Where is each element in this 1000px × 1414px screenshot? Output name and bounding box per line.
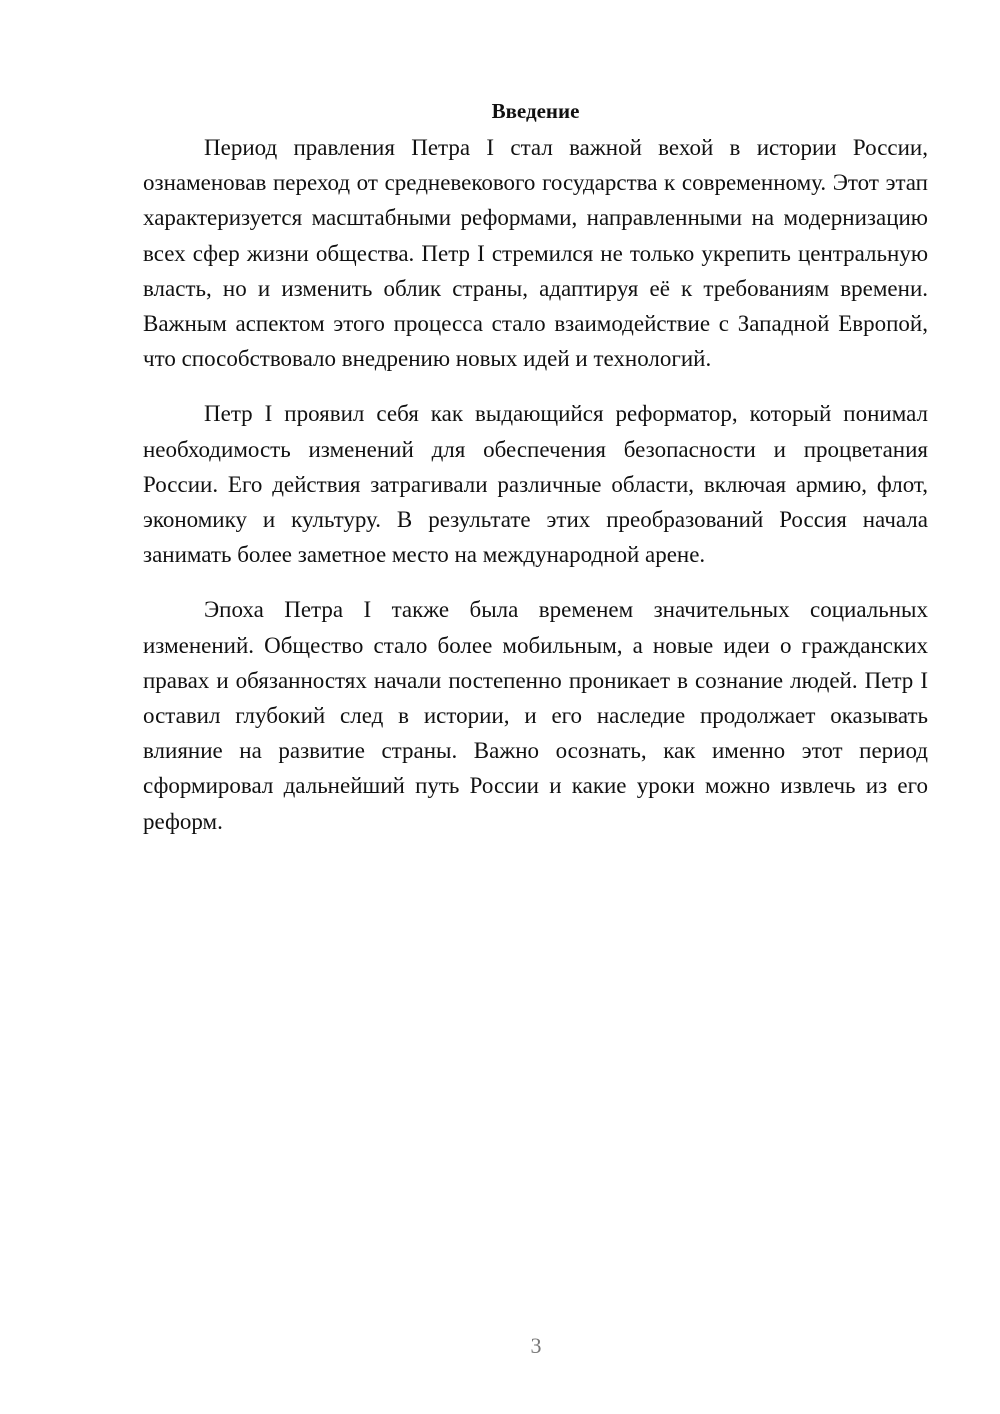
page-number: 3 [530,1333,542,1358]
page-content [143,94,928,859]
paragraph-1: Период правления Петра I стал важной вехой в истории России, ознаменовав переход от средневекового государства к современному. Этот этап характеризуется масштабными реформами, направленными на модернизацию всех сфер жизни общества. Петр I стремился не только укрепить центральную власть, но и изменить облик страны, адаптируя её к требованиям времени. Важным аспектом этого процесса стало взаимодействие с Западной Европой, что способствовало внедрению новых идей и технологий. [143,135,928,372]
paragraph-3: Эпоха Петра I также была временем значительных социальных изменений. Общество стало более мобильным, а новые идеи о гражданских правах и обязанностях начали постепенно проникает в сознание людей. Петр I оставил глубокий след в истории, и его наследие продолжает оказывать влияние на развитие страны. Важно осознать, как именно этот период сформировал дальнейший путь России и какие уроки можно извлечь из его реформ. [143,597,928,834]
section-heading: Введение [491,99,580,123]
paragraph-2: Петр I проявил себя как выдающийся реформатор, который понимал необходимость изменений для обеспечения безопасности и процветания России. Его действия затрагивали различные области, включая армию, флот, экономику и культуру. В результате этих преобразований Россия начала занимать более заметное место на международной арене. [143,401,928,568]
